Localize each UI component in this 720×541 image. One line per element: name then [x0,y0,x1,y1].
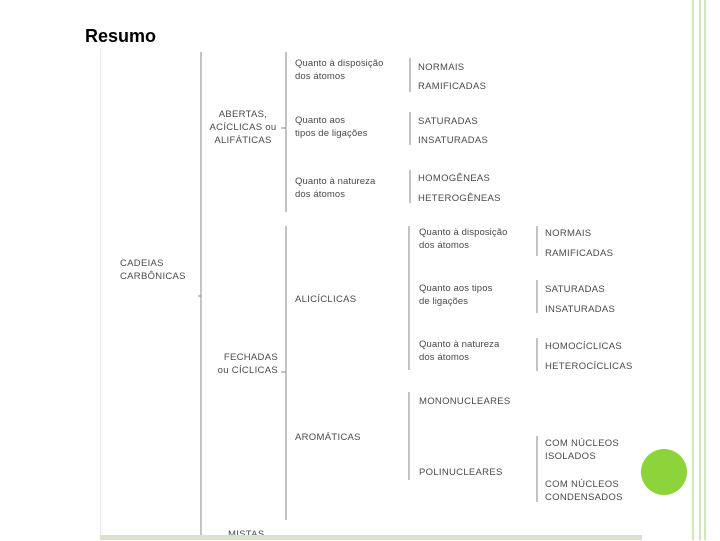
polinucleares-label: POLINUCLEARES [419,467,503,478]
green-circle-decoration [641,449,687,495]
aliciclicas-item-normais: NORMAIS [545,228,592,239]
fechadas-label: FECHADAS ou CÍCLICAS [217,352,278,376]
poli-item-isolados: COM NÚCLEOS ISOLADOS [545,438,620,462]
aliciclicas-criterion-2: Quanto aos tipos de ligações [419,283,493,307]
slide-bottom-bar [100,535,642,540]
aliciclicas-item-heterociclicas: HETEROCÍCLICAS [545,361,633,372]
abertas-item-ramificadas: RAMIFICADAS [418,81,487,92]
abertas-item-normais: NORMAIS [418,62,465,73]
aliciclicas-item-saturadas: SATURADAS [545,284,606,295]
aliciclicas-criterion-3: Quanto à natureza dos átomos [419,339,500,363]
poli-item-condensados: COM NÚCLEOS CONDENSADOS [545,479,623,503]
mononucleares-label: MONONUCLEARES [419,396,511,407]
aliciclicas-item-ramificadas: RAMIFICADAS [545,248,614,259]
abertas-item-heterogeneas: HETEROGÊNEAS [418,193,501,204]
abertas-item-homogeneas: HOMOGÊNEAS [418,173,491,184]
aliciclicas-item-homociclicas: HOMOCÍCLICAS [545,341,622,352]
aliciclicas-item-insaturadas: INSATURADAS [545,304,616,315]
aliciclicas-criterion-1: Quanto à disposição dos átomos [419,227,508,251]
slide-title: Resumo [85,26,157,46]
abertas-criterion-3: Quanto à natureza dos átomos [295,176,376,200]
abertas-label: ABERTAS, ACÍCLICAS ou ALIFÁTICAS [209,109,277,146]
root-label: CADEIAS CARBÔNICAS [120,258,186,282]
abertas-item-saturadas: SATURADAS [418,116,479,127]
abertas-criterion-1: Quanto à disposição dos átomos [295,58,384,82]
abertas-item-insaturadas: INSATURADAS [418,135,489,146]
abertas-criterion-2: Quanto aos tipos de ligações [295,115,368,139]
aromaticas-label: AROMÁTICAS [295,432,361,443]
aliciclicas-label: ALICÍCLICAS [295,294,357,305]
